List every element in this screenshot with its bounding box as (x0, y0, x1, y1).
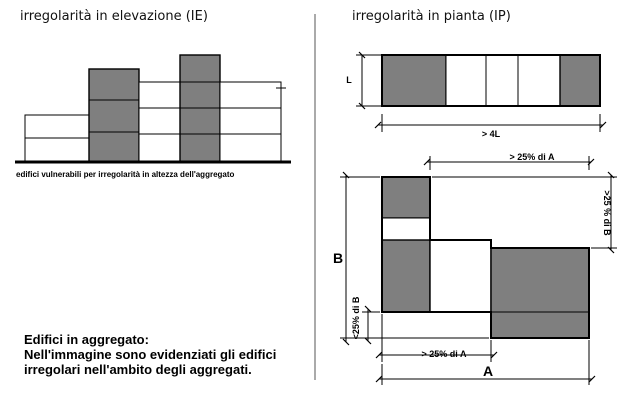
note-line-1: Edifici in aggregato: (24, 332, 149, 347)
tall-building-left-highlighted (89, 69, 139, 162)
dim-25B-left (351, 296, 380, 341)
strip-unit (486, 55, 518, 106)
dim-4L (378, 114, 603, 139)
label-B: B (332, 250, 344, 266)
label-25A-bottom: > 25% di A (421, 349, 467, 359)
elevation-drawing (15, 55, 291, 162)
aggregate-note (24, 332, 304, 377)
note-line-2: Nell'immagine sono evidenziati gli edifici (24, 347, 277, 362)
strip-right-highlighted (560, 55, 600, 106)
complex-block-right-highlighted (491, 248, 589, 338)
note-line-3: irregolari nell'ambito degli aggregati. (24, 362, 252, 377)
dim-L (346, 55, 382, 106)
label-25B-right: >25 % di B (602, 190, 612, 236)
right-building (220, 82, 286, 162)
complex-block-white (382, 218, 430, 240)
strip-left-highlighted (382, 55, 446, 106)
plan-title: irregolarità in pianta (IP) (352, 9, 511, 24)
strip-unit (518, 55, 560, 106)
tall-building-right-highlighted (180, 55, 220, 162)
dim-25A-top (427, 152, 591, 170)
elevation-title: irregolarità in elevazione (IE) (20, 9, 208, 24)
label-L: L (346, 75, 352, 85)
middle-building (139, 82, 180, 162)
elevation-caption: edifici vulnerabili per irregolarità in altezza dell'aggregato (16, 170, 235, 179)
dim-A (379, 340, 592, 385)
label-4L: > 4L (481, 129, 501, 139)
plan-strip (382, 55, 600, 106)
strip-unit (446, 55, 486, 106)
label-25A-top: > 25% di A (509, 152, 555, 162)
label-A: A (482, 363, 494, 379)
label-25B-left: <25% di B (351, 296, 361, 340)
complex-block-middle (430, 240, 491, 312)
plan-complex (382, 177, 589, 338)
low-building (25, 115, 89, 162)
complex-block-top-highlighted (382, 177, 430, 218)
dim-25B-right (432, 175, 617, 250)
complex-block-bottom-highlighted (382, 240, 430, 312)
